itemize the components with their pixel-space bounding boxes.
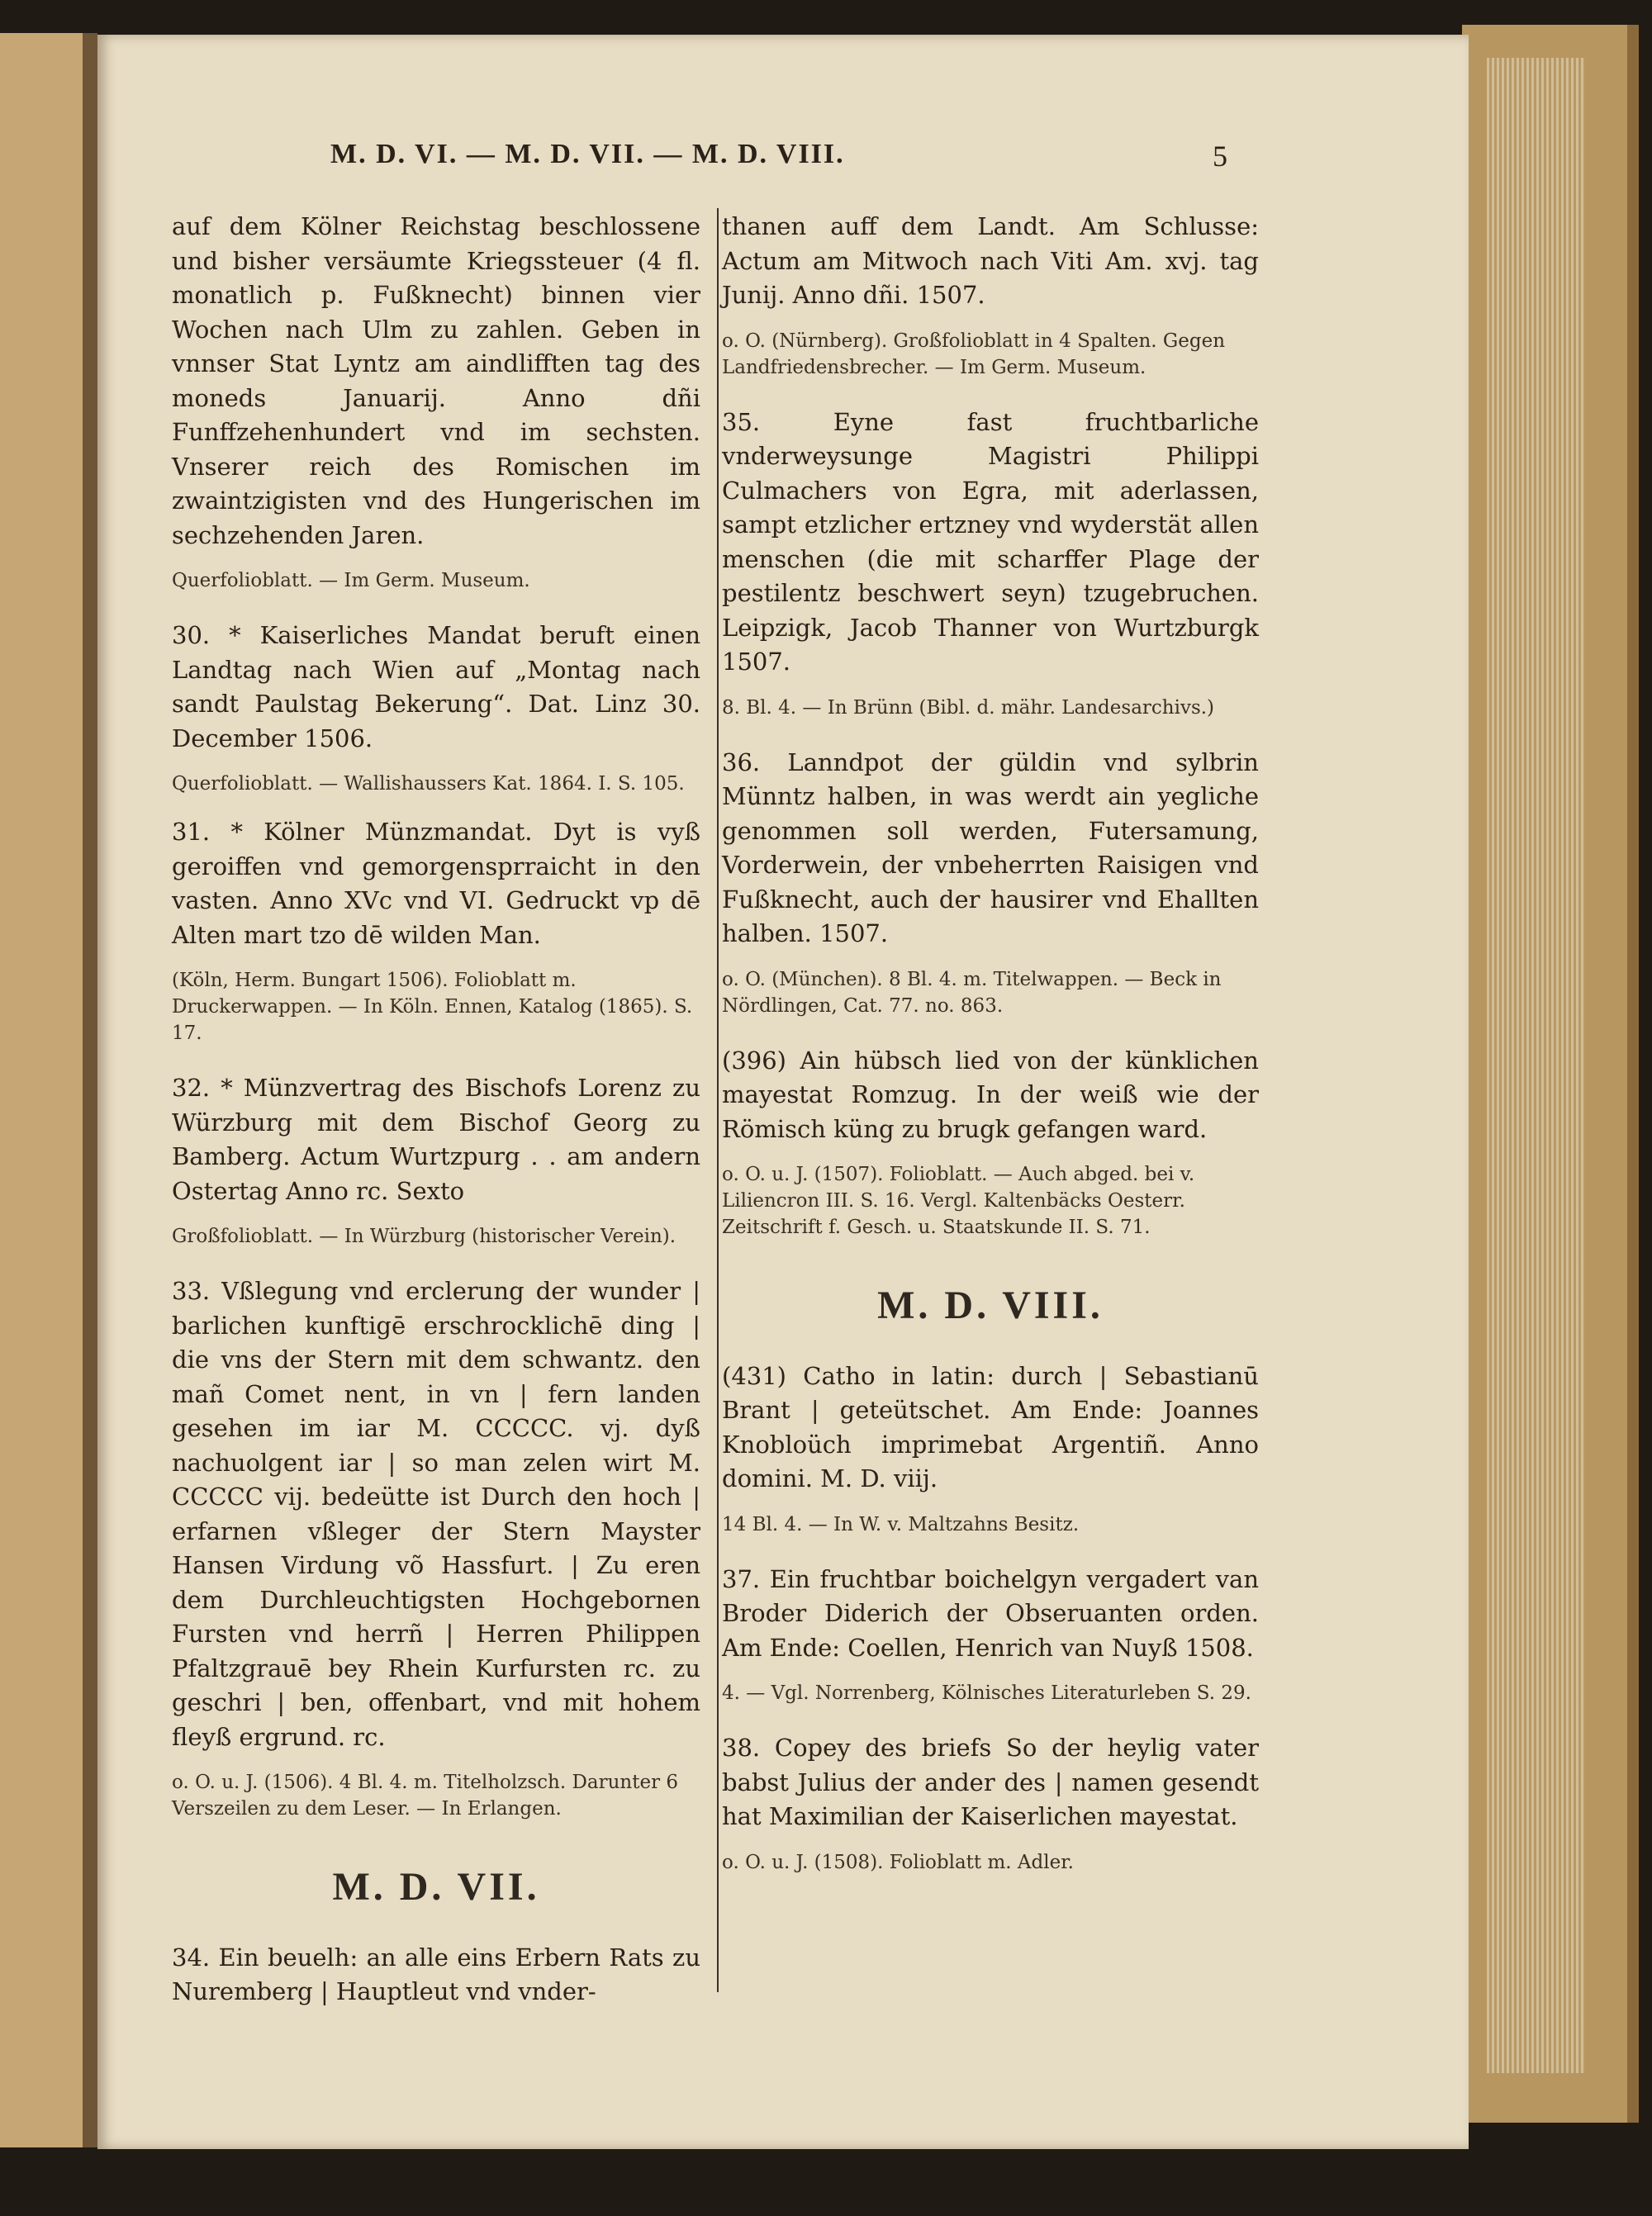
entry-35-text: 35. Eyne fast fruchtbarliche vnderweysunge Magistri Philippi Culmachers von Egra, mit aderlassen, sampt etzlicher ertzney vnd wyderstät allen menschen (die mit scharffer Plage der pestilentz beschwert seyn) tzugebruchen. Leipzigk, Jacob Thanner von Wurtzburgk 1507. <box>722 407 1259 676</box>
entry-34-continued: thanen auff dem Landt. Am Schlusse: Actum am Mitwoch nach Viti Am. xvj. tag Junij. Anno dñi. 1507. <box>722 212 1259 309</box>
entry-34-note: o. O. (Nürnberg). Großfolioblatt in 4 Spalten. Gegen Landfriedensbrecher. — Im Germ. Museum. <box>722 330 1226 378</box>
entry-37-note: 4. — Vgl. Norrenberg, Kölnisches Literaturleben S. 29. <box>722 1682 1251 1704</box>
entry-431-note: 14 Bl. 4. — In W. v. Maltzahns Besitz. <box>722 1513 1080 1535</box>
entry-431-text: (431) Catho in latin: durch | Sebastianū Brant | geteütschet. Am Ende: Joannes Knobloüch imprimebat Argentiñ. Anno domini. M. D. viij. <box>722 1361 1259 1492</box>
entry-35-note: 8. Bl. 4. — In Brünn (Bibl. d. mähr. Landesarchivs.) <box>722 696 1215 719</box>
page-stack-edges <box>1487 58 1586 2073</box>
section-heading-1508: M. D. VIII. <box>877 1284 1104 1327</box>
column-divider <box>717 208 719 1992</box>
page-number: 5 <box>1213 140 1227 173</box>
running-head: M. D. VI. — M. D. VII. — M. D. VIII. <box>330 139 845 169</box>
entry-32-text: 32. * Münzvertrag des Bischofs Lorenz zu Würzburg mit dem Bischof Georg zu Bamberg. Actum Wurtzpurg . . am andern Ostertag Anno rc. Sexto <box>172 1074 700 1205</box>
entry-36-text: 36. Lanndpot der güldin vnd sylbrin Münntz halben, in was werdt ain yegliche genommen soll werden, Futersamung, Vorderwein, der vnbeherrten Raisigen vnd Fußknecht, auch der hausirer vnd Ehallten halben. 1507. <box>722 747 1259 947</box>
entry-396-text: (396) Ain hübsch lied von der künklichen mayestat Romzug. In der weiß wie der Römisch küng zu brugk gefangen ward. <box>722 1046 1259 1143</box>
right-column <box>722 210 1259 1876</box>
entry-34-text: 34. Ein beuelh: an alle eins Erbern Rats zu Nuremberg | Hauptleut vnd vnder- <box>172 1943 700 2005</box>
book-gutter <box>83 33 97 2147</box>
entry-38-text: 38. Copey des briefs So der heylig vater babst Julius der ander des | namen gesendt hat Maximilian der Kaiserlichen mayestat. <box>722 1734 1259 1830</box>
left-column <box>172 210 700 2024</box>
entry-37-text: 37. Ein fruchtbar boichelgyn vergadert van Broder Diderich der Obseruanten orden. Am Ende: Coellen, Henrich van Nuyß 1508. <box>722 1564 1259 1662</box>
entry-29-note: Querfolioblatt. — Im Germ. Museum. <box>172 570 530 591</box>
entry-31-note: (Köln, Herm. Bungart 1506). Folioblatt m. Druckerwappen. — In Köln. Ennen, Katalog (1865). S. 17. <box>172 970 693 1044</box>
entry-396-note: o. O. u. J. (1507). Folioblatt. — Auch abged. bei v. Liliencron III. S. 16. Vergl. Kaltenbäcks Oesterr. Zeitschrift f. Gesch. u. Staatskunde II. S. 71. <box>722 1164 1195 1238</box>
entry-30-note: Querfolioblatt. — Wallishaussers Kat. 1864. I. S. 105. <box>172 773 685 795</box>
entry-38-note: o. O. u. J. (1508). Folioblatt m. Adler. <box>722 1851 1074 1873</box>
entry-33-note: o. O. u. J. (1506). 4 Bl. 4. m. Titelholzsch. Darunter 6 Verszeilen zu dem Leser. — In Erlangen. <box>172 1772 679 1820</box>
entry-33-text: 33. Vßlegung vnd erclerung der wunder | barlichen kunftigē erschrocklichē ding | die vns der Stern mit dem schwantz. den mañ Comet nent, in vn | fern landen gesehen im iar M. CCCCC. vj. dyß nachuolgent iar | so man zelen wirt M. CCCCC vij. bedeütte ist Durch den hoch | erfarnen vßleger der Stern Mayster Hansen Virdung võ Hassfurt. | Zu eren dem Durchleuchtigsten Hochgebornen Fursten vnd herrñ | Herren Philippen Pfaltzgrauē bey Rhein Kurfursten rc. zu geschri | ben, offenbart, vnd mit hohem fleyß ergrund. rc. <box>172 1277 700 1751</box>
entry-31-text: 31. * Kölner Münzmandat. Dyt is vyß geroiffen vnd gemorgensprraicht in den vasten. Anno XVc vnd VI. Gedruckt vp dē Alten mart tzo dē wilden Man. <box>172 818 700 949</box>
entry-30-text: 30. * Kaiserliches Mandat beruft einen Landtag nach Wien auf „Montag nach sandt Paulstag Bekerung“. Dat. Linz 30. December 1506. <box>172 621 700 752</box>
entry-32-note: Großfolioblatt. — In Würzburg (historischer Verein). <box>172 1226 676 1247</box>
entry-29-text: auf dem Kölner Reichstag beschlossene und bisher versäumte Kriegssteuer (4 fl. monatlich p. Fußknecht) binnen vier Wochen nach Ulm zu zahlen. Geben in vnnser Stat Lyntz am aindlifften tag des moneds Januarij. Anno dñi Funffzehenhundert vnd im sechsten. Vnserer reich des Romischen im zwaintzigisten vnd des Hungerischen im sechzehenden Jaren. <box>172 212 700 549</box>
entry-36-note: o. O. (München). 8 Bl. 4. m. Titelwappen. — Beck in Nördlingen, Cat. 77. no. 863. <box>722 968 1222 1017</box>
section-heading-1507: M. D. VII. <box>332 1865 540 1909</box>
